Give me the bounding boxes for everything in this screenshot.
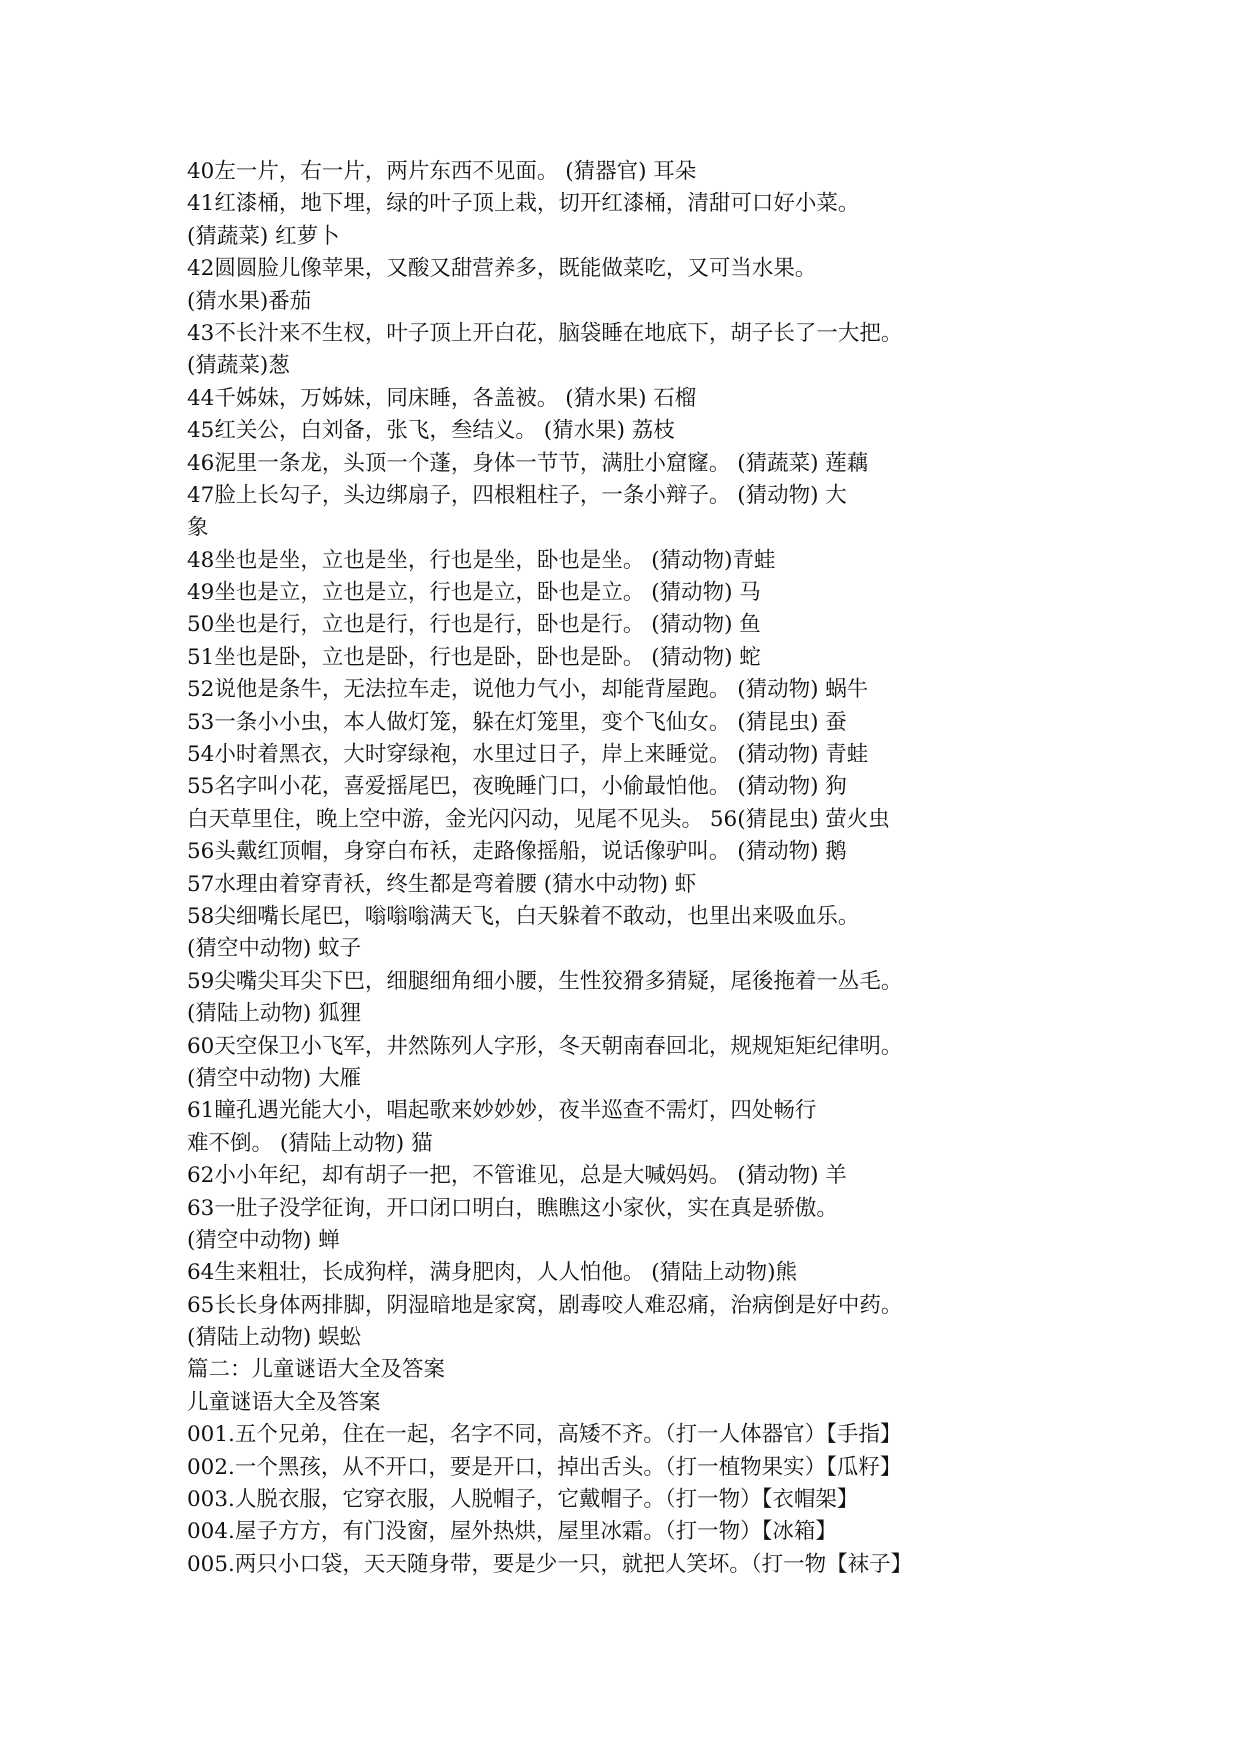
- text-line: 58尖细嘴长尾巴，嗡嗡嗡满天飞，白天躲着不敢动，也里出来吸血乐。: [187, 903, 860, 929]
- text-line: (猜陆上动物) 狐狸: [187, 1001, 362, 1027]
- text-line: 52说他是条牛，无法拉车走，说他力气小，却能背屋跑。 (猜动物) 蜗牛: [187, 677, 869, 703]
- text-line: 46泥里一条龙，头顶一个蓬，身体一节节，满肚小窟窿。 (猜蔬菜) 莲藕: [187, 450, 869, 476]
- text-line: 55名字叫小花，喜爱摇尾巴，夜晚睡门口，小偷最怕他。 (猜动物) 狗: [187, 774, 847, 800]
- text-line: 49坐也是立，立也是立，行也是立，卧也是立。 (猜动物) 马: [187, 580, 761, 606]
- text-line: (猜陆上动物) 蜈蚣: [187, 1325, 362, 1351]
- document-body: [187, 156, 1067, 1581]
- text-line: 42圆圆脸儿像苹果，又酸又甜营养多，既能做菜吃，又可当水果。: [187, 256, 817, 282]
- text-line: 60天空保卫小飞军，井然陈列人字形，冬天朝南春回北，规规矩矩纪律明。: [187, 1033, 903, 1059]
- text-line: 57水理由着穿青袄，终生都是弯着腰 (猜水中动物) 虾: [187, 871, 697, 897]
- text-line: 002.一个黑孩，从不开口，要是开口，掉出舌头。（打一植物果实）【瓜籽】: [187, 1454, 902, 1480]
- text-line: 005.两只小口袋，天天随身带，要是少一只，就把人笑坏。（打一物【袜子】: [187, 1551, 913, 1577]
- text-line: 63一肚子没学征询，开口闭口明白，瞧瞧这小家伙，实在真是骄傲。: [187, 1195, 838, 1221]
- section-heading: 篇二：儿童谜语大全及答案: [187, 1357, 446, 1383]
- text-line: (猜水果)番茄: [187, 288, 312, 314]
- text-line: 43不长汁来不生杈，叶子顶上开白花，脑袋睡在地底下，胡子长了一大把。: [187, 320, 903, 346]
- text-line: (猜空中动物) 大雁: [187, 1065, 362, 1091]
- text-line: 45红关公，白刘备，张飞，叁结义。 (猜水果) 荔枝: [187, 418, 675, 444]
- text-line: (猜空中动物) 蝉: [187, 1227, 340, 1253]
- text-line: (猜空中动物) 蚊子: [187, 936, 362, 962]
- text-line: 59尖嘴尖耳尖下巴，细腿细角细小腰，生性狡猾多猜疑，尾後拖着一丛毛。: [187, 968, 903, 994]
- text-line: 001.五个兄弟，住在一起，名字不同，高矮不齐。（打一人体器官）【手指】: [187, 1422, 902, 1448]
- text-line: 64生来粗壮，长成狗样，满身肥肉，人人怕他。 (猜陆上动物)熊: [187, 1260, 797, 1286]
- text-line: 003.人脱衣服，它穿衣服，人脱帽子，它戴帽子。（打一物）【衣帽架】: [187, 1487, 859, 1513]
- text-line: 白天草里住，晚上空中游，金光闪闪动，见尾不见头。 56(猜昆虫) 萤火虫: [187, 806, 890, 832]
- text-line: 62小小年纪，却有胡子一把，不管谁见，总是大喊妈妈。 (猜动物) 羊: [187, 1163, 847, 1189]
- text-line: 61瞳孔遇光能大小，唱起歌来妙妙妙，夜半巡查不需灯，四处畅行: [187, 1098, 817, 1124]
- text-line: 51坐也是卧，立也是卧，行也是卧，卧也是卧。 (猜动物) 蛇: [187, 644, 761, 670]
- text-line: 象: [187, 515, 209, 541]
- text-line: 难不倒。 (猜陆上动物) 猫: [187, 1130, 433, 1156]
- text-line: 47脸上长勾子，头边绑扇子，四根粗柱子，一条小辩子。 (猜动物) 大: [187, 482, 847, 508]
- text-line: 56头戴红顶帽，身穿白布袄，走路像摇船，说话像驴叫。 (猜动物) 鹅: [187, 839, 847, 865]
- text-line: 004.屋子方方，有门没窗，屋外热烘，屋里冰霜。（打一物）【冰箱】: [187, 1519, 837, 1545]
- text-line: 44千姊妹，万姊妹，同床睡，各盖被。 (猜水果) 石榴: [187, 385, 697, 411]
- text-line: 53一条小小虫，本人做灯笼，躲在灯笼里，变个飞仙女。 (猜昆虫) 蚕: [187, 709, 847, 735]
- text-line: 54小时着黑衣，大时穿绿袍，水里过日子，岸上来睡觉。 (猜动物) 青蛙: [187, 742, 869, 768]
- text-line: 48坐也是坐，立也是坐，行也是坐，卧也是坐。 (猜动物)青蛙: [187, 547, 776, 573]
- text-line: 50坐也是行，立也是行，行也是行，卧也是行。 (猜动物) 鱼: [187, 612, 761, 638]
- text-line: 40左一片，右一片，两片东西不见面。 (猜器官) 耳朵: [187, 159, 697, 184]
- text-line: 65长长身体两排脚，阴湿暗地是家窝，剧毒咬人难忍痛，治病倒是好中药。: [187, 1292, 903, 1318]
- section-subheading: 儿童谜语大全及答案: [187, 1389, 381, 1415]
- text-line: (猜蔬菜)葱: [187, 353, 290, 379]
- text-line: 41红漆桶，地下埋，绿的叶子顶上栽，切开红漆桶，清甜可口好小菜。: [187, 191, 860, 217]
- text-line: (猜蔬菜) 红萝卜: [187, 223, 340, 249]
